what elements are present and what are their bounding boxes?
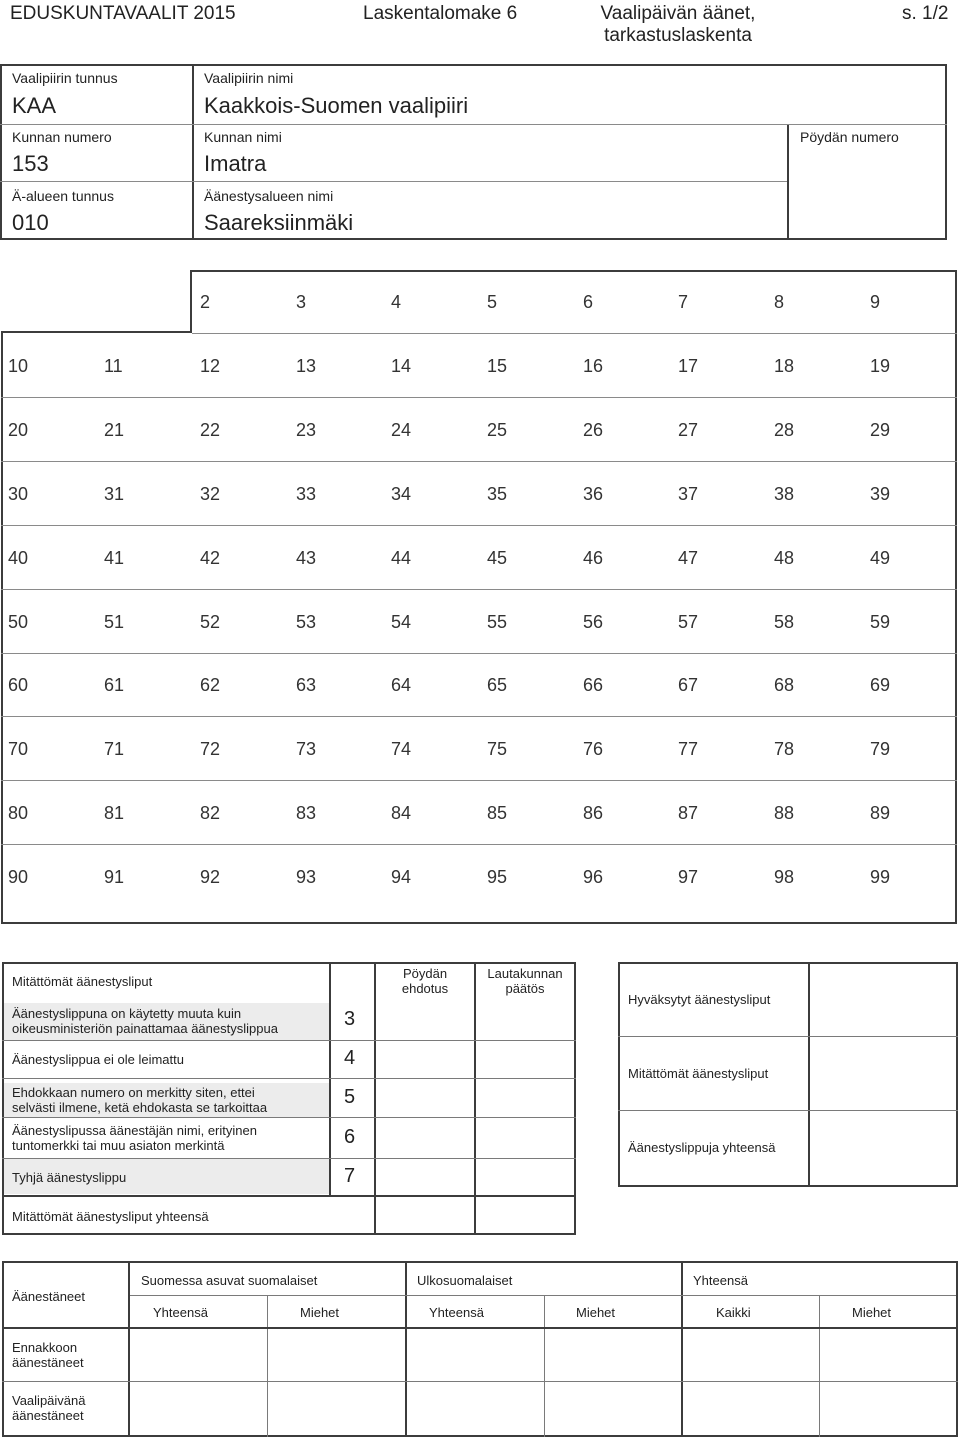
number-cell: 23 [296,420,317,440]
number-cell: 15 [487,356,508,376]
district-code-label: Vaalipiirin tunnus [12,70,118,86]
number-cell: 49 [870,548,891,568]
number-cell: 79 [870,739,891,759]
number-cell: 20 [8,420,29,440]
number-cell: 30 [8,484,29,504]
number-cell: 24 [391,420,412,440]
number-cell: 61 [104,675,125,695]
voters-g1-total: Yhteensä [153,1305,208,1320]
number-cell: 99 [870,867,891,887]
invalid-total-label: Mitättömät äänestysliput yhteensä [12,1209,209,1224]
number-cell: 8 [774,292,785,312]
number-cell: 76 [583,739,604,759]
number-cell: 87 [678,803,699,823]
voters-g2-total: Yhteensä [429,1305,484,1320]
table-no-divider [787,124,789,240]
invalid-reason-7: Tyhjä äänestyslippu [12,1170,127,1185]
election-title: EDUSKUNTAVAALIT 2015 [10,3,236,24]
col-table-proposal [376,966,474,996]
invalid-reason-4: Äänestyslippua ei ole leimattu [12,1052,184,1067]
col-board-decision-l1: Lautakunnan [487,966,563,981]
voters-subheader-line [130,1295,956,1296]
invalid-code-4: 4 [344,1047,356,1069]
voters-col-line-a [267,1295,268,1437]
number-cell: 52 [200,612,221,632]
number-cell: 72 [200,739,221,759]
number-cell: 43 [296,548,317,568]
voters-row-line-1 [2,1327,958,1329]
invalid-reason-6-l1: Äänestyslipussa äänestäjän nimi, erityinen [12,1123,257,1138]
number-cell: 19 [870,356,891,376]
number-cell: 60 [8,675,29,695]
number-cell: 63 [296,675,317,695]
number-cell: 2 [200,292,211,312]
number-cell: 59 [870,612,891,632]
area-code: 010 [12,210,49,235]
number-cell: 51 [104,612,125,632]
number-cell: 25 [487,420,508,440]
col-table-proposal-l1: Pöydän [402,966,448,981]
summary-invalid: Mitättömät äänestysliput [628,1066,769,1081]
voters-election-day-l1: Vaalipäivänä [12,1393,86,1408]
number-grid-hline [192,333,957,334]
number-cell: 40 [8,548,29,568]
summary-approved: Hyväksytyt äänestysliput [628,992,771,1007]
number-cell: 18 [774,356,795,376]
invalid-row-line-4 [2,1158,576,1159]
id-row-line-2 [0,181,787,182]
number-cell: 12 [200,356,221,376]
voters-col-line-b [544,1295,545,1437]
form-subject-line2: tarkastuslaskenta [604,25,752,46]
number-cell: 14 [391,356,412,376]
invalid-total-line [2,1195,576,1197]
number-cell: 50 [8,612,29,632]
number-grid-hline [1,653,957,654]
col-board-decision-l2: päätös [505,981,545,996]
number-cell: 48 [774,548,795,568]
number-cell: 10 [8,356,29,376]
number-cell: 45 [487,548,508,568]
invalid-reason-3-l2: oikeusministeriön painattamaa äänestyslippua [12,1021,278,1036]
voters-advance-l1: Ennakkoon [12,1340,78,1355]
invalid-title: Mitättömät äänestysliput [12,974,153,989]
voters-advance-l2: äänestäneet [12,1355,84,1370]
number-cell: 88 [774,803,795,823]
col-board-decision [476,966,574,996]
number-cell: 97 [678,867,699,887]
number-cell: 37 [678,484,699,504]
voters-g3-men: Miehet [852,1305,892,1320]
voters-col-line-c [819,1295,820,1437]
invalid-code-6: 6 [344,1126,356,1148]
number-cell: 96 [583,867,604,887]
number-cell: 98 [774,867,795,887]
number-cell: 57 [678,612,699,632]
number-cell: 46 [583,548,604,568]
number-cell: 82 [200,803,221,823]
district-name: Kaakkois-Suomen vaalipiiri [204,93,469,118]
id-row-line-1 [0,124,947,125]
number-cell: 92 [200,867,221,887]
invalid-reason-3 [12,1006,278,1036]
number-grid [1,270,957,924]
number-cell: 32 [200,484,221,504]
number-cell: 47 [678,548,699,568]
number-cell: 73 [296,739,317,759]
number-cell: 75 [487,739,508,759]
number-cell: 95 [487,867,508,887]
id-box-divider [192,64,194,240]
number-cell: 58 [774,612,795,632]
voters-group-total: Yhteensä [693,1273,748,1288]
number-cell: 5 [487,292,498,312]
number-cell: 93 [296,867,317,887]
number-grid-hline [1,780,957,781]
number-cell: 9 [870,292,881,312]
invalid-code-3: 3 [344,1008,356,1030]
voters-col-line-g3 [681,1261,683,1437]
number-cell: 33 [296,484,317,504]
summary-row-line-2 [618,1110,958,1111]
voters-group-abroad: Ulkosuomalaiset [417,1273,513,1288]
number-grid-hline [1,525,957,526]
number-cell: 3 [296,292,307,312]
voters-g2-men: Miehet [576,1305,616,1320]
invalid-row-line-1 [2,1040,576,1041]
number-cell: 70 [8,739,29,759]
number-cell: 53 [296,612,317,632]
number-cell: 69 [870,675,891,695]
summary-row-line-1 [618,1036,958,1037]
number-cell: 34 [391,484,412,504]
number-cell: 83 [296,803,317,823]
number-grid-hline [1,589,957,590]
number-cell: 56 [583,612,604,632]
number-cell: 31 [104,484,125,504]
area-name-label: Äänestysalueen nimi [204,188,334,204]
number-cell: 17 [678,356,699,376]
number-cell: 94 [391,867,412,887]
district-name-label: Vaalipiirin nimi [204,70,294,86]
number-grid-hline [1,397,957,398]
summary-col-line [808,962,810,1187]
voters-col-line-g2 [405,1261,407,1437]
number-cell: 74 [391,739,412,759]
municipality-no-label: Kunnan numero [12,129,112,145]
number-cell: 71 [104,739,125,759]
voters-g1-men: Miehet [300,1305,340,1320]
invalid-row-line-2 [2,1078,576,1079]
number-cell: 66 [583,675,604,695]
form-subject-line1: Vaalipäivän äänet, [600,3,756,24]
voters-col-line-main [128,1261,130,1437]
invalid-reason-6 [12,1123,257,1153]
number-cell: 41 [104,548,125,568]
municipality-name-label: Kunnan nimi [204,129,282,145]
number-cell: 39 [870,484,891,504]
number-cell: 21 [104,420,125,440]
number-cell: 38 [774,484,795,504]
col-table-proposal-l2: ehdotus [401,981,449,996]
voters-election-day-l2: äänestäneet [12,1408,84,1423]
number-cell: 29 [870,420,891,440]
voters-row-header: Äänestäneet [12,1289,86,1304]
number-cell: 68 [774,675,795,695]
voters-g3-all: Kaikki [716,1305,751,1320]
invalid-reason-5 [12,1085,267,1115]
number-grid-hline [1,716,957,717]
number-grid-notch [1,270,192,333]
area-code-label: Ä-alueen tunnus [12,188,114,204]
municipality-name: Imatra [204,151,267,176]
number-cell: 44 [391,548,412,568]
number-cell: 13 [296,356,317,376]
page-number: s. 1/2 [902,3,949,24]
form-subject [560,3,796,47]
number-cell: 62 [200,675,221,695]
number-cell: 67 [678,675,699,695]
number-cell: 77 [678,739,699,759]
form-name: Laskentalomake 6 [363,3,518,24]
number-cell: 84 [391,803,412,823]
number-cell: 85 [487,803,508,823]
voters-advance [12,1340,84,1370]
invalid-code-7: 7 [344,1165,356,1187]
invalid-reason-5-l1: Ehdokkaan numero on merkitty siten, ettei [12,1085,255,1100]
invalid-row-line-3 [2,1117,576,1118]
number-cell: 16 [583,356,604,376]
number-cell: 80 [8,803,29,823]
number-cell: 64 [391,675,412,695]
number-cell: 11 [104,356,123,376]
invalid-reason-6-l2: tuntomerkki tai muu asiaton merkintä [12,1138,225,1153]
number-cell: 28 [774,420,795,440]
number-cell: 36 [583,484,604,504]
number-grid-hline [1,844,957,845]
area-name: Saareksiinmäki [204,210,354,235]
number-cell: 4 [391,292,402,312]
number-cell: 55 [487,612,508,632]
number-cell: 54 [391,612,412,632]
voters-group-residents: Suomessa asuvat suomalaiset [141,1273,318,1288]
invalid-code-5: 5 [344,1086,356,1108]
voters-row-line-2 [2,1381,958,1382]
number-cell: 26 [583,420,604,440]
number-cell: 89 [870,803,891,823]
table-no-label: Pöydän numero [800,129,899,145]
number-cell: 81 [104,803,125,823]
number-cell: 7 [678,292,689,312]
number-cell: 90 [8,867,29,887]
invalid-col-line-1 [329,962,331,1196]
district-code: KAA [12,93,57,118]
number-cell: 42 [200,548,221,568]
number-cell: 86 [583,803,604,823]
number-cell: 27 [678,420,699,440]
invalid-reason-5-l2: selvästi ilmene, ketä ehdokasta se tarkoittaa [12,1100,268,1115]
number-cell: 78 [774,739,795,759]
invalid-reason-3-l1: Äänestyslippuna on käytetty muuta kuin [12,1006,242,1021]
number-cell: 91 [104,867,125,887]
number-cell: 35 [487,484,508,504]
number-cell: 65 [487,675,508,695]
voters-election-day [12,1393,85,1423]
municipality-no: 153 [12,151,49,176]
summary-total: Äänestyslippuja yhteensä [628,1140,776,1155]
id-box [0,64,947,240]
number-cell: 6 [583,292,594,312]
number-grid-hline [1,461,957,462]
number-cell: 22 [200,420,221,440]
